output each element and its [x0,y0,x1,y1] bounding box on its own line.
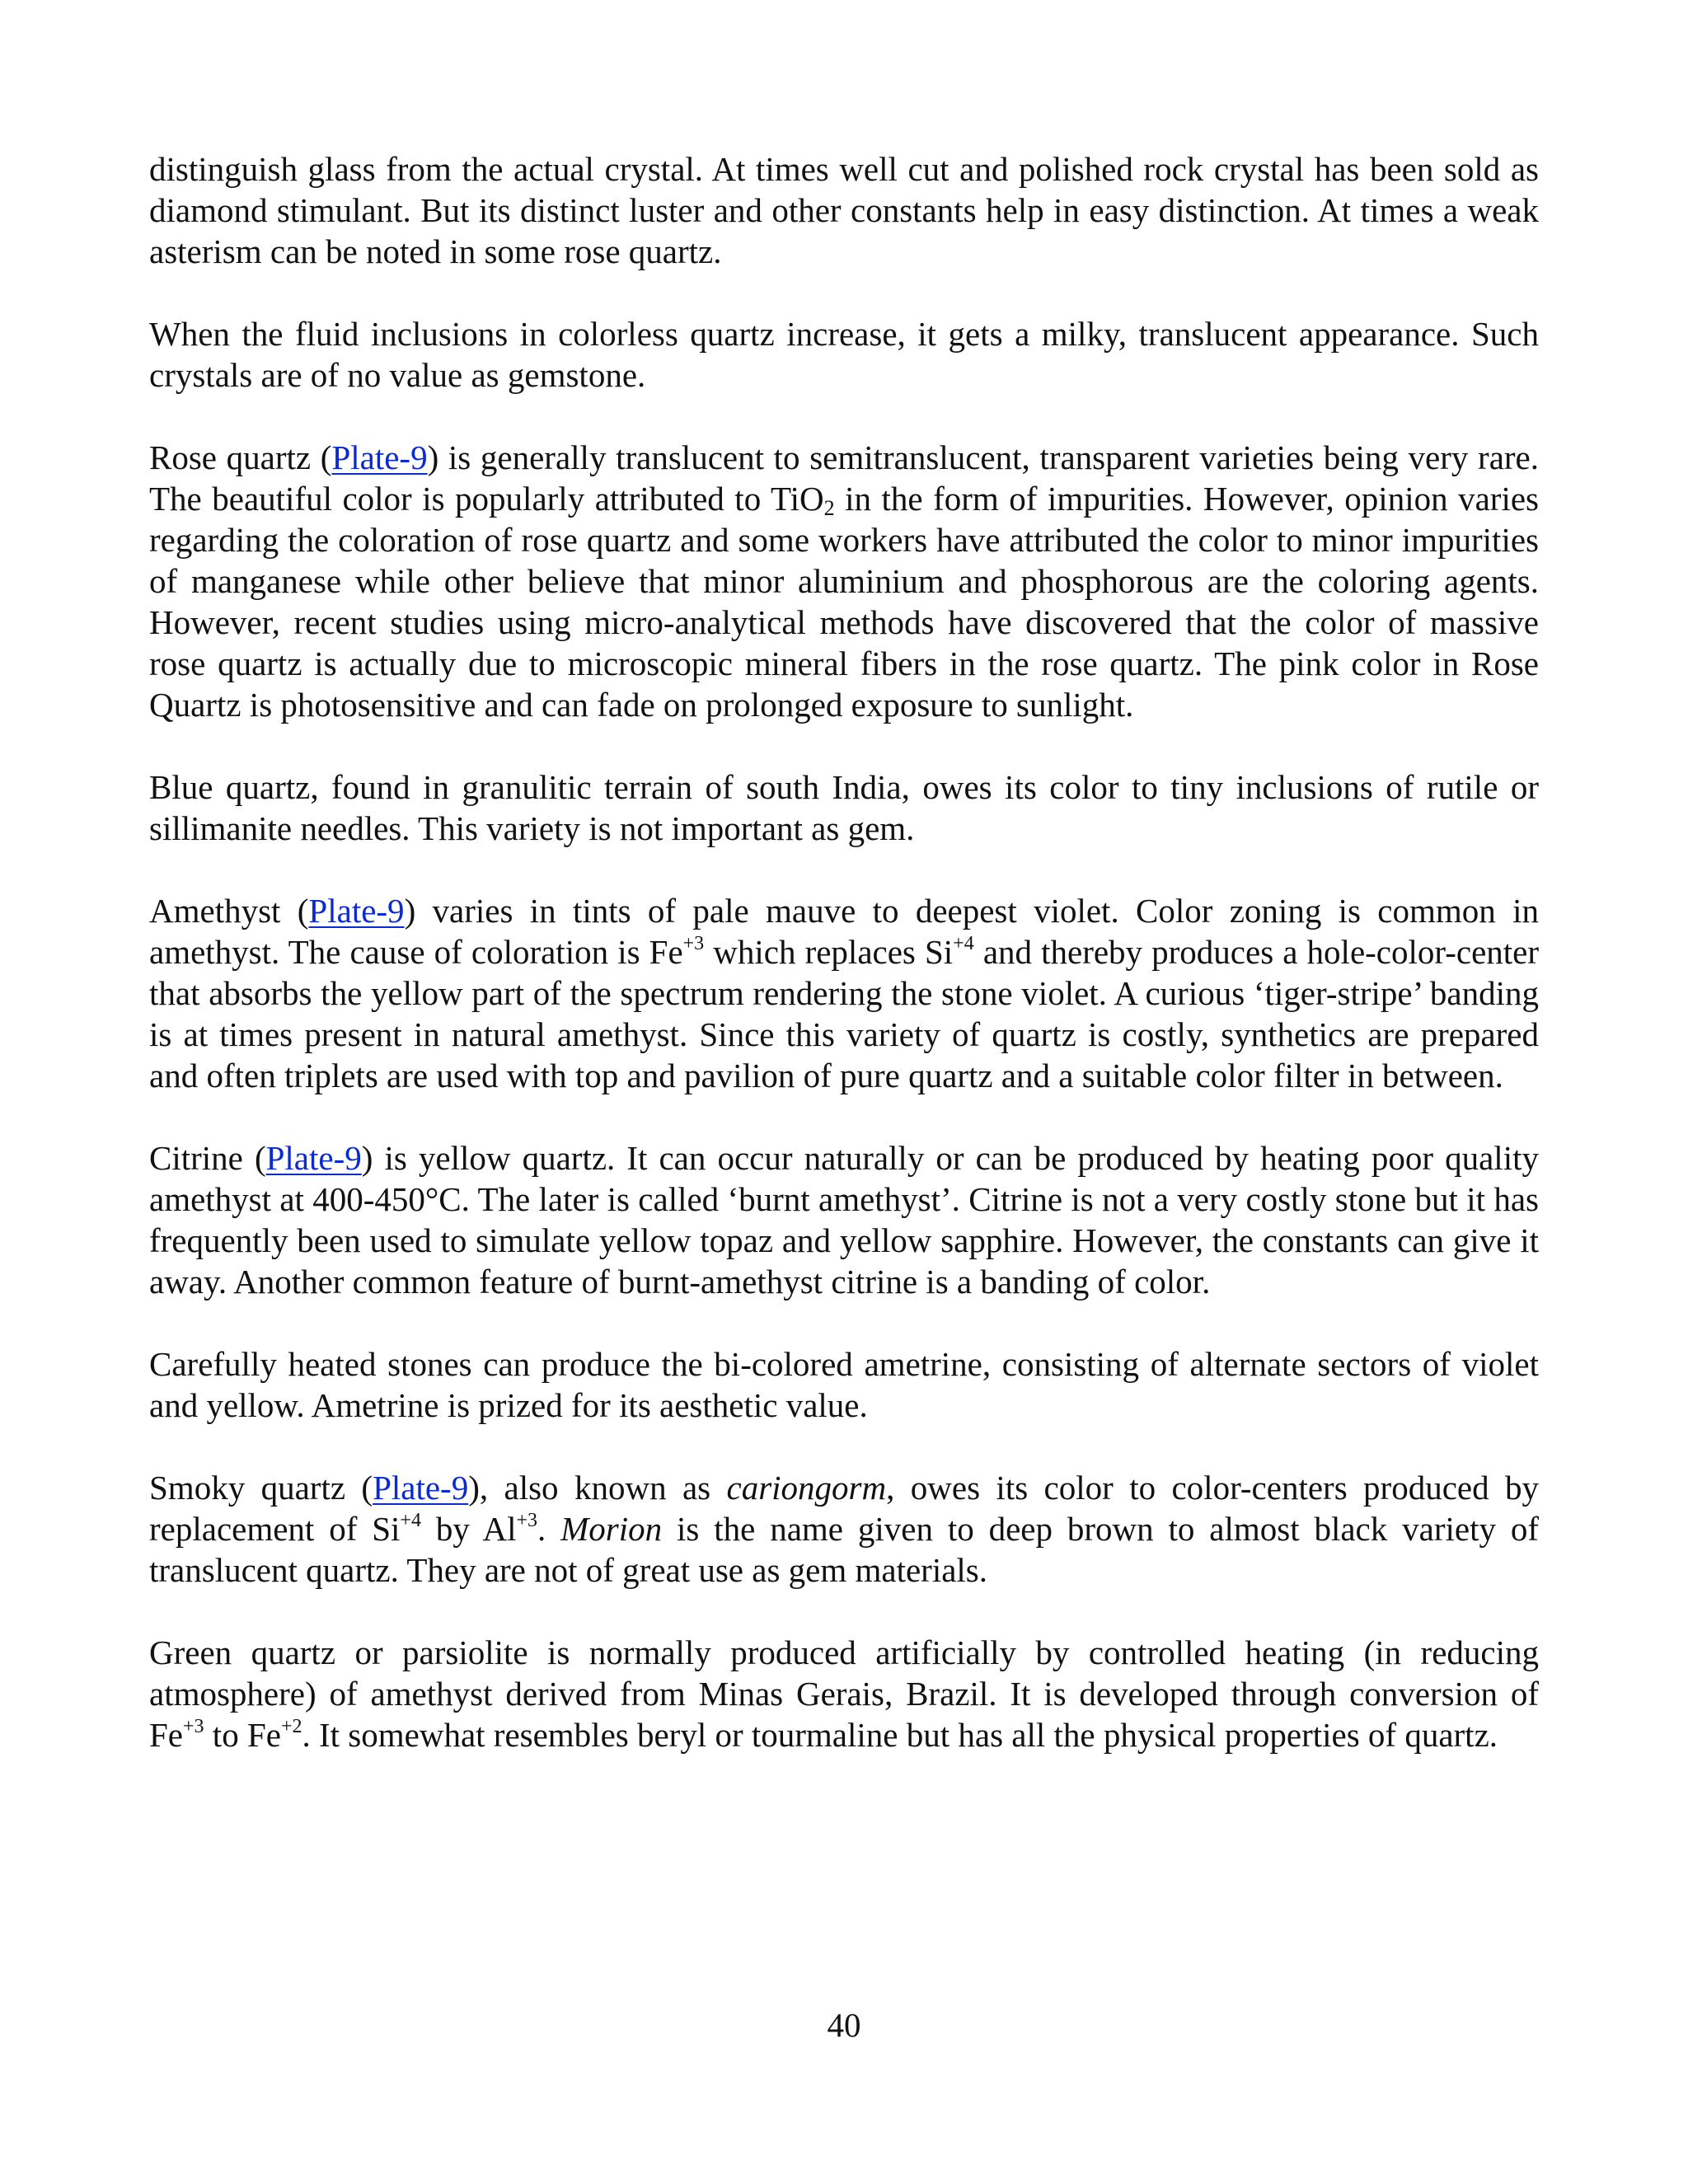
plate-9-link-citrine[interactable]: Plate-9 [265,1139,362,1177]
superscript: +3 [516,1510,538,1531]
paragraph-text: When the fluid inclusions in colorless quartz increase, it gets a milky, translucent appearance. Such crystals are of no value as gemstone. [149,315,1539,394]
text-run: ), also known as [468,1469,727,1507]
superscript: +4 [953,933,974,954]
paragraph-text: Carefully heated stones can produce the bi-colored ametrine, consisting of alternate sectors of violet and yellow. Ametrine is prized for its aesthetic value. [149,1345,1539,1424]
plate-9-link-rose-quartz[interactable]: Plate-9 [331,438,428,476]
superscript: +3 [682,933,705,954]
paragraph-ametrine [149,1343,1539,1426]
italic-term: Morion [560,1510,663,1548]
text-run: . [537,1510,561,1548]
text-run: is the name given to deep brown to almost black variety of translucent quartz. They are not of great use as gem materials. [149,1510,1539,1589]
text-run: Green quartz or parsiolite is normally produced artificially by controlled heating (in reducing atmosphere) of amethyst derived from Minas Gerais, Brazil. It is developed through conversion of Fe [149,1633,1539,1754]
plate-9-link-amethyst[interactable]: Plate-9 [308,892,405,930]
text-run: to Fe [204,1716,281,1754]
text-run: and thereby produces a hole-color-center that absorbs the yellow part of the spectrum rendering the stone violet. A curious ‘tiger-stripe’ banding is at times present in natural amethyst. Since this variety of quartz is costly, synthetics are prepared and often triplets are used with top and pavilion of pure quartz and a suitable color filter in between. [149,933,1540,1094]
text-run: Smoky quartz ( [149,1469,373,1507]
paragraph-text: distinguish glass from the actual crystal. At times well cut and polished rock crystal has been sold as diamond stimulant. But its distinct luster and other constants help in easy distinction. At times a weak asterism can be noted in some rose quartz. [149,150,1539,270]
text-run: Rose quartz ( [149,438,332,476]
superscript: +4 [400,1510,421,1531]
paragraph-blue-quartz [149,766,1539,849]
paragraph-rose-quartz [149,437,1539,725]
subscript: 2 [823,496,835,520]
text-run: by Al [420,1510,517,1548]
superscript: +2 [280,1716,302,1737]
paragraph-text: Blue quartz, found in granulitic terrain of south India, owes its color to tiny inclusions of rutile or sillimanite needles. This variety is not important as gem. [149,768,1539,847]
paragraph-glass-distinction [149,148,1539,272]
paragraph-citrine [149,1137,1539,1302]
text-run: ) is generally translucent to semitranslucent, transparent varieties being very rare. The beautiful color is popularly attributed to TiO [149,438,1540,518]
page-number: 40 [827,2006,861,2044]
text-run: ) is yellow quartz. It can occur naturally or can be produced by heating poor quality amethyst at 400-450°C. The later is called ‘burnt amethyst’. Citrine is not a very costly stone but it has frequently been used to simulate yellow topaz and yellow sapphire. However, the constants can give it away. Another common feature of burnt-amethyst citrine is a banding of color. [149,1139,1539,1301]
document-body [149,148,1539,1755]
italic-term: cariongorm [726,1469,887,1507]
text-run: . It somewhat resembles beryl or tourmaline but has all the physical properties of quartz. [302,1716,1498,1754]
text-run: Amethyst ( [149,892,309,930]
text-run: Citrine ( [149,1139,266,1177]
paragraph-amethyst [149,890,1539,1096]
plate-9-link-smoky-quartz[interactable]: Plate-9 [373,1469,469,1507]
text-run: , owes its color to color-centers produced by replacement of Si [149,1469,1539,1548]
superscript: +3 [183,1716,204,1737]
paragraph-milky-quartz [149,313,1539,396]
text-run: in the form of impurities. However, opinion varies regarding the coloration of rose quartz and some workers have attributed the color to minor impurities of manganese while other believe that minor aluminium and phosphorous are the coloring agents. However, recent studies using micro-analytical methods have discovered that the color of massive rose quartz is actually due to microscopic mineral fibers in the rose quartz. The pink color in Rose Quartz is photosensitive and can fade on prolonged exposure to sunlight. [149,480,1539,724]
text-run: which replaces Si [704,933,954,971]
text-run: ) varies in tints of pale mauve to deepest violet. Color zoning is common in amethyst. The cause of coloration is Fe [149,892,1539,971]
paragraph-smoky-quartz [149,1467,1539,1591]
paragraph-green-quartz [149,1632,1539,1755]
